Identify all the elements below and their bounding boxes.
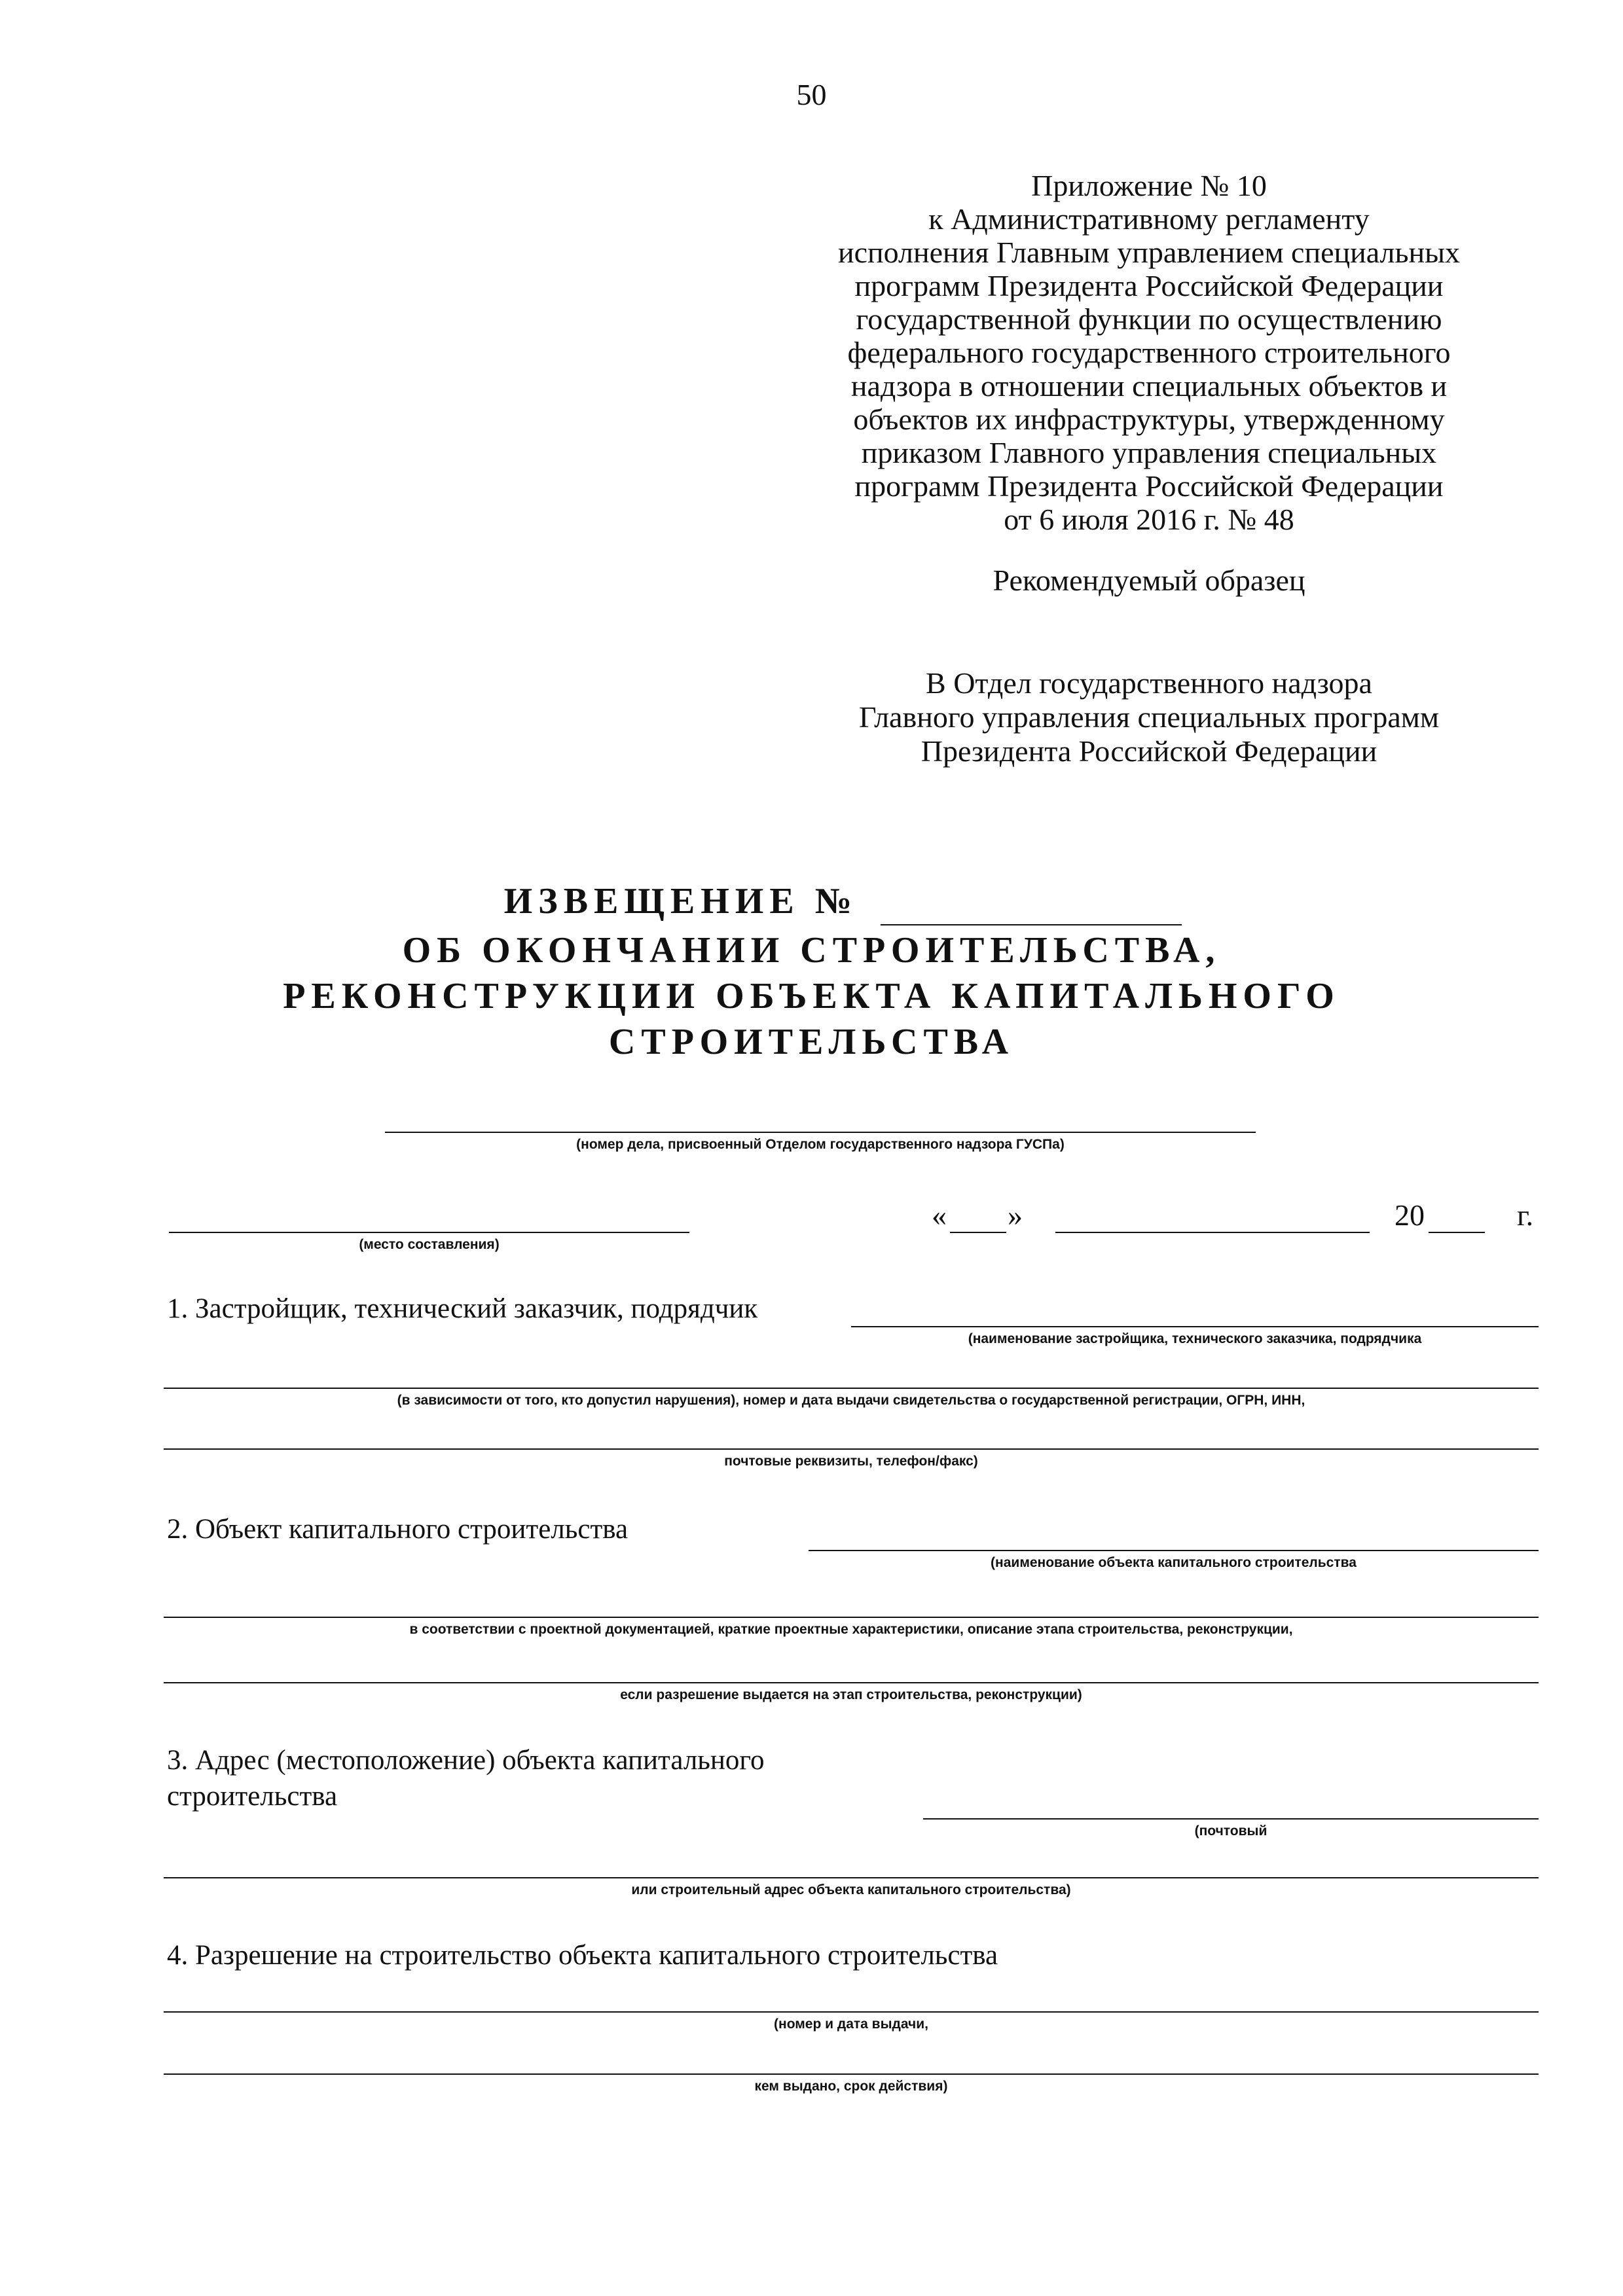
addressee-line: Президента Российской Федерации <box>921 734 1377 768</box>
developer-contacts-field[interactable] <box>164 1448 1539 1450</box>
addressee-line: Главного управления специальных программ <box>858 700 1440 734</box>
title-line-3: РЕКОНСТРУКЦИИ ОБЪЕКТА КАПИТАЛЬНОГО <box>283 976 1340 1016</box>
date-year-suffix: г. <box>1517 1198 1534 1232</box>
case-number-field[interactable] <box>385 1132 1256 1133</box>
developer-details-field[interactable] <box>164 1388 1539 1389</box>
appendix-line: государственной функции по осуществлению <box>856 302 1442 336</box>
appendix-line: приказом Главного управления специальных <box>861 436 1437 469</box>
postal-address-field[interactable] <box>923 1818 1539 1820</box>
title-notice-number-label: ИЗВЕЩЕНИЕ № <box>503 881 858 922</box>
permit-number-date-field[interactable] <box>164 2011 1539 2013</box>
date-day-field[interactable] <box>950 1232 1006 1233</box>
developer-name-field[interactable] <box>851 1326 1539 1327</box>
object-stage-field[interactable] <box>164 1682 1539 1683</box>
page-number: 50 <box>796 78 827 111</box>
appendix-line: федерального государственного строительного <box>847 336 1451 369</box>
appendix-line: от 6 июля 2016 г. № 48 <box>1004 503 1294 536</box>
place-field[interactable] <box>169 1232 689 1233</box>
section-1-caption-3: почтовые реквизиты, телефон/факс) <box>724 1454 978 1469</box>
section-1-caption-1: (наименование застройщика, технического заказчика, подрядчика <box>968 1331 1422 1346</box>
section-4-caption-1: (номер и дата выдачи, <box>774 2017 928 2032</box>
date-month-field[interactable] <box>1055 1232 1370 1233</box>
appendix-line: программ Президента Российской Федерации <box>854 269 1444 302</box>
section-2-label: 2. Объект капитального строительства <box>167 1514 629 1545</box>
appendix-line: программ Президента Российской Федерации <box>854 469 1444 503</box>
notice-number-field[interactable] <box>881 924 1182 925</box>
section-1-caption-2: (в зависимости от того, кто допустил нарушения), номер и дата выдачи свидетельства о государственной регистрации, ОГРН, ИНН, <box>397 1393 1305 1408</box>
appendix-line: к Административному регламенту <box>928 202 1370 236</box>
object-characteristics-field[interactable] <box>164 1617 1539 1618</box>
section-3-caption-2: или строительный адрес объекта капитального строительства) <box>631 1882 1071 1897</box>
addressee-block <box>779 666 1519 768</box>
case-number-caption: (номер дела, присвоенный Отделом государственного надзора ГУСПа) <box>576 1137 1065 1152</box>
section-1-label: 1. Застройщик, технический заказчик, подрядчик <box>167 1293 758 1324</box>
appendix-line: надзора в отношении специальных объектов и <box>850 369 1448 403</box>
section-3-label-line-1: 3. Адрес (местоположение) объекта капитального <box>167 1745 765 1776</box>
section-2-caption-2: в соответствии с проектной документацией, краткие проектные характеристики, описание этапа строительства, реконструкции, <box>409 1622 1293 1637</box>
construction-address-field[interactable] <box>164 1877 1539 1878</box>
date-year-field[interactable] <box>1429 1232 1485 1233</box>
permit-issuer-term-field[interactable] <box>164 2073 1539 2075</box>
place-caption: (место составления) <box>359 1237 500 1252</box>
appendix-line: объектов их инфраструктуры, утвержденному <box>853 403 1445 436</box>
appendix-line: исполнения Главным управлением специальных <box>837 236 1461 269</box>
section-2-caption-3: если разрешение выдается на этап строительства, реконструкции) <box>620 1687 1082 1702</box>
title-line-4: СТРОИТЕЛЬСТВА <box>608 1022 1015 1062</box>
title-line-2: ОБ ОКОНЧАНИИ СТРОИТЕЛЬСТВА, <box>402 930 1221 971</box>
appendix-line: Приложение № 10 <box>1031 169 1267 202</box>
appendix-header <box>779 169 1519 536</box>
object-name-field[interactable] <box>809 1550 1539 1551</box>
section-3-label-line-2: строительства <box>167 1781 338 1812</box>
section-4-label: 4. Разрешение на строительство объекта капитального строительства <box>167 1940 998 1971</box>
recommended-sample-label: Рекомендуемый образец <box>993 564 1305 597</box>
date-open-quote: « <box>932 1198 947 1232</box>
addressee-line: В Отдел государственного надзора <box>926 666 1372 700</box>
section-3-caption-1: (почтовый <box>1194 1823 1267 1839</box>
section-4-caption-2: кем выдано, срок действия) <box>754 2079 948 2094</box>
section-2-caption-1: (наименование объекта капитального строительства <box>991 1555 1357 1570</box>
date-close-quote: » <box>1008 1198 1023 1232</box>
date-year-prefix: 20 <box>1395 1198 1425 1232</box>
